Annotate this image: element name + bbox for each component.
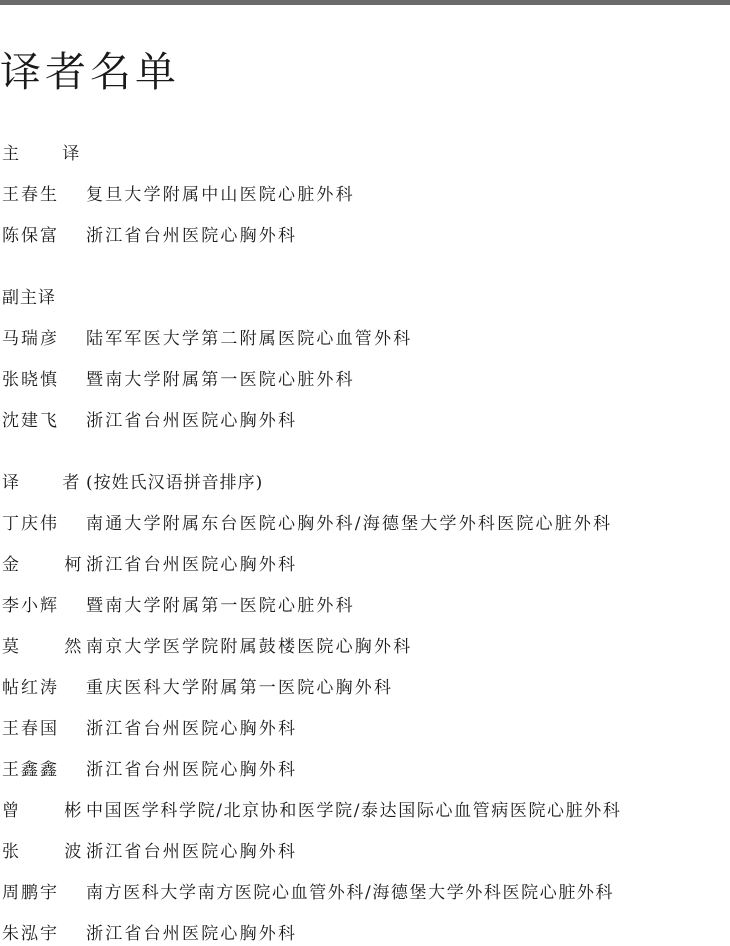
list-item: [2, 717, 728, 741]
translator-affiliation: 中国医学科学院/北京协和医学院/泰达国际心血管病医院心脏外科: [86, 801, 622, 821]
translator-affiliation: 浙江省台州医院心胸外科: [86, 226, 298, 246]
translator-name: 张晓慎: [2, 370, 59, 390]
translator-name: 马瑞彦: [2, 329, 59, 349]
list-item: [2, 758, 728, 782]
translator-name: 金 柯: [2, 555, 102, 575]
translator-name: 帖红涛: [2, 678, 59, 698]
translator-name: 李小辉: [2, 596, 59, 616]
list-item: [2, 327, 728, 351]
list-item: [2, 512, 728, 536]
section-deputy-chief-translators: [2, 286, 728, 433]
translator-name: 周鹏宇: [2, 883, 59, 903]
translator-name: 莫 然: [2, 637, 102, 657]
translator-name: 沈建飞: [2, 411, 59, 431]
translator-name: 朱泓宇: [2, 924, 59, 944]
translator-affiliation: 复旦大学附属中山医院心脏外科: [86, 185, 355, 205]
section-heading: 副主译: [2, 288, 56, 308]
translator-affiliation: 浙江省台州医院心胸外科: [86, 760, 298, 780]
section-heading: 译 者: [2, 473, 99, 493]
translator-affiliation: 浙江省台州医院心胸外科: [86, 924, 298, 944]
translator-affiliation: 暨南大学附属第一医院心脏外科: [86, 596, 355, 616]
list-item: [2, 840, 728, 864]
translator-affiliation: 浙江省台州医院心胸外科: [86, 842, 298, 862]
page-title: 译者名单: [0, 48, 180, 96]
translator-affiliation: 南方医科大学南方医院心血管外科/海德堡大学外科医院心脏外科: [86, 883, 615, 903]
translator-affiliation: 重庆医科大学附属第一医院心胸外科: [86, 678, 394, 698]
list-item: [2, 881, 728, 905]
translator-affiliation: 浙江省台州医院心胸外科: [86, 411, 298, 431]
translator-affiliation: 南京大学医学院附属鼓楼医院心胸外科: [86, 637, 413, 657]
translator-name: 曾 彬: [2, 801, 102, 821]
list-item: [2, 183, 728, 207]
section-chief-translators: [2, 142, 728, 248]
translator-name: 张 波: [2, 842, 102, 862]
list-item: [2, 224, 728, 248]
list-item: [2, 676, 728, 700]
translator-affiliation: 浙江省台州医院心胸外科: [86, 555, 298, 575]
list-item: [2, 799, 728, 823]
translator-affiliation: 南通大学附属东台医院心胸外科/海德堡大学外科医院心脏外科: [86, 514, 613, 534]
list-item: [2, 594, 728, 618]
list-item: [2, 553, 728, 577]
list-item: [2, 368, 728, 392]
section-translators: [2, 471, 728, 946]
translator-affiliation: 浙江省台州医院心胸外科: [86, 719, 298, 739]
top-border-bar: [0, 0, 730, 5]
translator-name: 王鑫鑫: [2, 760, 59, 780]
translator-name: 陈保富: [2, 226, 59, 246]
list-item: [2, 922, 728, 946]
section-heading-row: [2, 471, 728, 495]
list-item: [2, 635, 728, 659]
translator-affiliation: 暨南大学附属第一医院心脏外科: [86, 370, 355, 390]
translator-name: 王春国: [2, 719, 59, 739]
translator-name: 王春生: [2, 185, 59, 205]
section-heading-note: (按姓氏汉语拼音排序): [86, 473, 264, 493]
translator-affiliation: 陆军军医大学第二附属医院心血管外科: [86, 329, 413, 349]
translator-name: 丁庆伟: [2, 514, 59, 534]
list-item: [2, 409, 728, 433]
section-heading: 主 译: [2, 144, 99, 164]
